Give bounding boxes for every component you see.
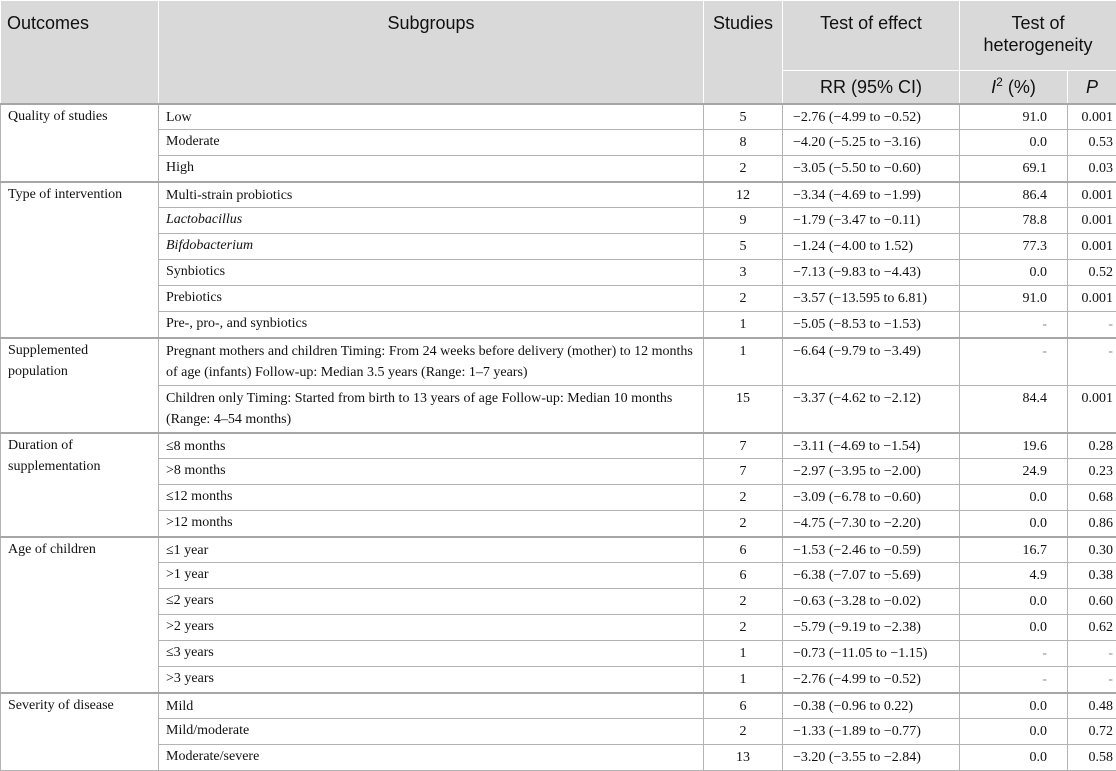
subgroup-cell: ≤2 years <box>159 589 704 615</box>
studies-cell: 2 <box>704 485 783 511</box>
effect-cell: −3.34 (−4.69 to −1.99) <box>783 182 960 208</box>
p-cell: 0.001 <box>1068 234 1116 260</box>
table-row <box>1 104 1116 130</box>
i2-cell: 0.0 <box>960 260 1068 286</box>
p-cell: - <box>1068 312 1116 339</box>
subgroup-cell: Pregnant mothers and children Timing: From 24 weeks before delivery (mother) to 12 months of age (infants) Follow-up: Median 3.5 years (Range: 1–7 years) <box>159 338 704 386</box>
studies-cell: 9 <box>704 208 783 234</box>
p-cell: 0.60 <box>1068 589 1116 615</box>
effect-cell: −0.38 (−0.96 to 0.22) <box>783 693 960 719</box>
i2-cell: 16.7 <box>960 537 1068 563</box>
subgroup-cell: Prebiotics <box>159 286 704 312</box>
effect-cell: −5.79 (−9.19 to −2.38) <box>783 615 960 641</box>
subgroup-cell: ≤12 months <box>159 485 704 511</box>
p-cell: 0.30 <box>1068 537 1116 563</box>
table-row <box>1 208 1116 234</box>
studies-cell: 1 <box>704 641 783 667</box>
studies-cell: 8 <box>704 130 783 156</box>
effect-cell: −1.24 (−4.00 to 1.52) <box>783 234 960 260</box>
table-row <box>1 338 1116 386</box>
table-row <box>1 386 1116 434</box>
table-row <box>1 537 1116 563</box>
table-row <box>1 641 1116 667</box>
table-row <box>1 485 1116 511</box>
studies-cell: 2 <box>704 511 783 538</box>
effect-cell: −3.37 (−4.62 to −2.12) <box>783 386 960 434</box>
effect-cell: −7.13 (−9.83 to −4.43) <box>783 260 960 286</box>
table-row <box>1 563 1116 589</box>
header-subgroups: Subgroups <box>159 1 704 105</box>
subgroup-cell: Moderate/severe <box>159 745 704 771</box>
i2-cell: 0.0 <box>960 615 1068 641</box>
subgroup-cell: High <box>159 156 704 183</box>
p-cell: 0.62 <box>1068 615 1116 641</box>
subgroup-cell: >3 years <box>159 667 704 694</box>
header-outcomes: Outcomes <box>1 1 159 105</box>
table-row <box>1 182 1116 208</box>
studies-cell: 7 <box>704 459 783 485</box>
i2-cell: 4.9 <box>960 563 1068 589</box>
table-row <box>1 667 1116 694</box>
outcome-cell: Severity of disease <box>1 693 159 771</box>
i2-cell: - <box>960 338 1068 386</box>
effect-cell: −3.09 (−6.78 to −0.60) <box>783 485 960 511</box>
i2-cell: 86.4 <box>960 182 1068 208</box>
effect-cell: −2.76 (−4.99 to −0.52) <box>783 667 960 694</box>
studies-cell: 2 <box>704 615 783 641</box>
i2-cell: 0.0 <box>960 589 1068 615</box>
i2-cell: 0.0 <box>960 130 1068 156</box>
outcome-cell: Age of children <box>1 537 159 693</box>
subgroup-cell: Synbiotics <box>159 260 704 286</box>
subgroup-cell: >2 years <box>159 615 704 641</box>
table-header <box>1 1 1116 105</box>
subgroup-cell: Lactobacillus <box>159 208 704 234</box>
table-row <box>1 745 1116 771</box>
subgroup-cell: ≤8 months <box>159 433 704 459</box>
studies-cell: 7 <box>704 433 783 459</box>
i2-cell: 91.0 <box>960 104 1068 130</box>
effect-cell: −0.63 (−3.28 to −0.02) <box>783 589 960 615</box>
i2-cell: 24.9 <box>960 459 1068 485</box>
header-test-of-effect: Test of effect <box>783 1 960 71</box>
table-row <box>1 719 1116 745</box>
table-row <box>1 260 1116 286</box>
subgroup-cell: Multi-strain probiotics <box>159 182 704 208</box>
outcome-cell: Duration of supplementation <box>1 433 159 537</box>
subgroup-cell: ≤1 year <box>159 537 704 563</box>
subgroup-cell: >8 months <box>159 459 704 485</box>
i2-cell: - <box>960 667 1068 694</box>
outcome-cell: Quality of studies <box>1 104 159 182</box>
effect-cell: −3.20 (−3.55 to −2.84) <box>783 745 960 771</box>
outcome-cell: Supplemented population <box>1 338 159 433</box>
effect-cell: −3.57 (−13.595 to 6.81) <box>783 286 960 312</box>
subgroup-cell: Mild <box>159 693 704 719</box>
studies-cell: 6 <box>704 537 783 563</box>
header-test-of-heterogeneity: Test of heterogeneity <box>960 1 1116 71</box>
i2-cell: 78.8 <box>960 208 1068 234</box>
effect-cell: −4.75 (−7.30 to −2.20) <box>783 511 960 538</box>
studies-cell: 2 <box>704 719 783 745</box>
subgroup-cell: ≤3 years <box>159 641 704 667</box>
table-row <box>1 589 1116 615</box>
subgroup-cell: Bifdobacterium <box>159 234 704 260</box>
studies-cell: 1 <box>704 667 783 694</box>
header-p: P <box>1068 71 1116 105</box>
subgroup-cell: Children only Timing: Started from birth to 13 years of age Follow-up: Median 10 months (Range: 4–54 months) <box>159 386 704 434</box>
table-row <box>1 286 1116 312</box>
studies-cell: 12 <box>704 182 783 208</box>
studies-cell: 2 <box>704 286 783 312</box>
studies-cell: 2 <box>704 156 783 183</box>
studies-cell: 5 <box>704 234 783 260</box>
i2-cell: - <box>960 312 1068 339</box>
p-cell: 0.58 <box>1068 745 1116 771</box>
effect-cell: −1.79 (−3.47 to −0.11) <box>783 208 960 234</box>
studies-cell: 6 <box>704 563 783 589</box>
header-studies: Studies <box>704 1 783 105</box>
p-cell: 0.48 <box>1068 693 1116 719</box>
table-row <box>1 234 1116 260</box>
p-cell: 0.38 <box>1068 563 1116 589</box>
p-cell: 0.001 <box>1068 286 1116 312</box>
table-row <box>1 156 1116 183</box>
studies-cell: 6 <box>704 693 783 719</box>
p-cell: 0.86 <box>1068 511 1116 538</box>
effect-cell: −1.53 (−2.46 to −0.59) <box>783 537 960 563</box>
table-row <box>1 459 1116 485</box>
i2-cell: 0.0 <box>960 745 1068 771</box>
subgroup-cell: Pre-, pro-, and synbiotics <box>159 312 704 339</box>
p-cell: 0.03 <box>1068 156 1116 183</box>
table-row <box>1 433 1116 459</box>
p-cell: - <box>1068 667 1116 694</box>
i2-cell: 0.0 <box>960 485 1068 511</box>
header-i2 <box>960 71 1068 105</box>
table-row <box>1 615 1116 641</box>
p-cell: 0.52 <box>1068 260 1116 286</box>
i2-cell: - <box>960 641 1068 667</box>
effect-cell: −2.76 (−4.99 to −0.52) <box>783 104 960 130</box>
i2-cell: 84.4 <box>960 386 1068 434</box>
effect-cell: −3.05 (−5.50 to −0.60) <box>783 156 960 183</box>
effect-cell: −6.38 (−7.07 to −5.69) <box>783 563 960 589</box>
p-cell: 0.72 <box>1068 719 1116 745</box>
p-cell: 0.28 <box>1068 433 1116 459</box>
effect-cell: −5.05 (−8.53 to −1.53) <box>783 312 960 339</box>
p-cell: 0.001 <box>1068 386 1116 434</box>
header-i2-sup: 2 <box>996 75 1003 89</box>
header-rr-ci: RR (95% CI) <box>783 71 960 105</box>
i2-cell: 0.0 <box>960 511 1068 538</box>
effect-cell: −0.73 (−11.05 to −1.15) <box>783 641 960 667</box>
p-cell: 0.001 <box>1068 182 1116 208</box>
header-i2-letter: I <box>991 77 996 97</box>
i2-cell: 0.0 <box>960 719 1068 745</box>
effect-cell: −2.97 (−3.95 to −2.00) <box>783 459 960 485</box>
i2-cell: 91.0 <box>960 286 1068 312</box>
i2-cell: 69.1 <box>960 156 1068 183</box>
subgroup-cell: >1 year <box>159 563 704 589</box>
subgroup-cell: Mild/moderate <box>159 719 704 745</box>
i2-cell: 0.0 <box>960 693 1068 719</box>
table-body <box>1 104 1116 771</box>
outcome-cell: Type of intervention <box>1 182 159 338</box>
effect-cell: −3.11 (−4.69 to −1.54) <box>783 433 960 459</box>
p-cell: 0.53 <box>1068 130 1116 156</box>
p-cell: 0.68 <box>1068 485 1116 511</box>
i2-cell: 77.3 <box>960 234 1068 260</box>
subgroup-cell: Low <box>159 104 704 130</box>
table-row <box>1 693 1116 719</box>
effect-cell: −4.20 (−5.25 to −3.16) <box>783 130 960 156</box>
p-cell: 0.23 <box>1068 459 1116 485</box>
table-row <box>1 312 1116 339</box>
table-row <box>1 511 1116 538</box>
i2-cell: 19.6 <box>960 433 1068 459</box>
subgroup-cell: Moderate <box>159 130 704 156</box>
studies-cell: 1 <box>704 338 783 386</box>
studies-cell: 13 <box>704 745 783 771</box>
studies-cell: 2 <box>704 589 783 615</box>
studies-cell: 5 <box>704 104 783 130</box>
studies-cell: 1 <box>704 312 783 339</box>
studies-cell: 15 <box>704 386 783 434</box>
studies-cell: 3 <box>704 260 783 286</box>
p-cell: 0.001 <box>1068 104 1116 130</box>
p-cell: - <box>1068 338 1116 386</box>
subgroup-cell: >12 months <box>159 511 704 538</box>
p-cell: - <box>1068 641 1116 667</box>
header-i2-unit: (%) <box>1003 77 1036 97</box>
effect-cell: −1.33 (−1.89 to −0.77) <box>783 719 960 745</box>
effect-cell: −6.64 (−9.79 to −3.49) <box>783 338 960 386</box>
p-cell: 0.001 <box>1068 208 1116 234</box>
table-row <box>1 130 1116 156</box>
